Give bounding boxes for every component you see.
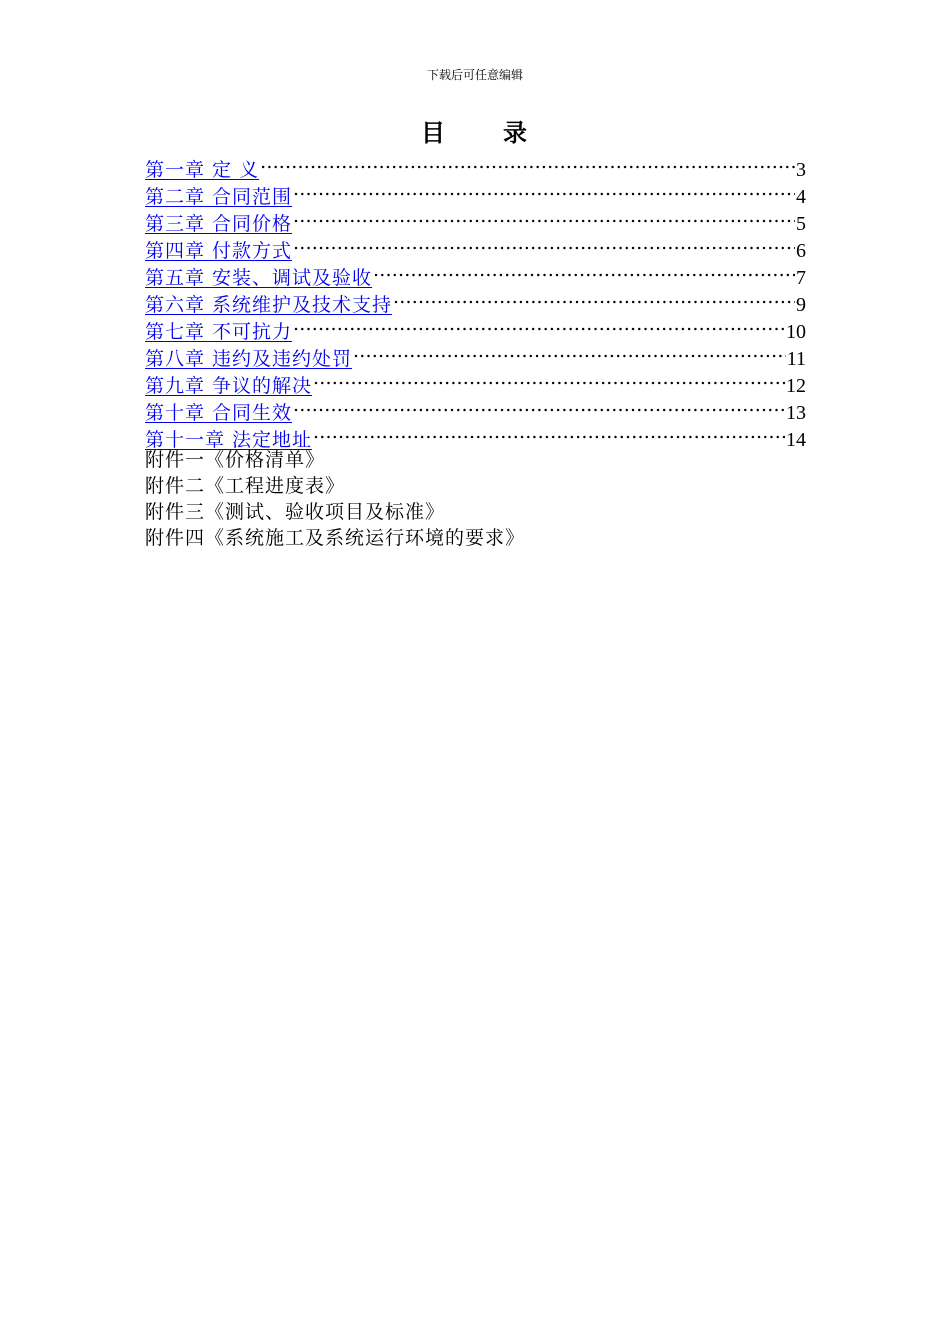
appendix-item-4: 附件四《系统施工及系统运行环境的要求》 [145,527,526,549]
dot-leader [373,257,795,284]
dot-leader [393,284,795,311]
toc-link[interactable]: 第十一章 法定地址 [145,429,313,451]
appendix-item-2: 附件二《工程进度表》 [145,475,346,497]
toc-list [145,149,806,451]
page-number: 6 [796,240,806,262]
page-number: 4 [796,186,806,208]
page-number: 13 [786,402,806,424]
page-number: 3 [796,159,806,181]
page-number: 10 [786,321,806,343]
dot-leader [293,392,785,419]
dot-leader [293,176,795,203]
toc-title-right: 录 [503,118,529,147]
page-number: 5 [796,213,806,235]
toc-link[interactable]: 第八章 违约及违约处罚 [145,348,353,370]
dot-leader [313,365,785,392]
toc-link[interactable]: 第九章 争议的解决 [145,375,313,397]
dot-leader [313,419,785,446]
page-header: 下载后可任意编辑 [426,68,523,82]
toc-link[interactable]: 第三章 合同价格 [145,213,293,235]
dot-leader [293,311,785,338]
page-number: 14 [786,429,806,451]
page-number: 11 [786,348,806,370]
dot-leader [353,338,786,365]
dot-leader [260,149,795,176]
toc-title-left: 目 [421,118,447,147]
toc-link[interactable]: 第十章 合同生效 [145,402,293,424]
appendix-item-1: 附件一《价格清单》 [145,449,326,471]
appendix-list [145,447,525,551]
toc-link[interactable]: 第一章 定 义 [145,159,260,181]
toc-link[interactable]: 第五章 安装、调试及验收 [145,267,373,289]
appendix-item-3: 附件三《测试、验收项目及标准》 [145,501,446,523]
page-number: 12 [786,375,806,397]
toc-link[interactable]: 第六章 系统维护及技术支持 [145,294,393,316]
toc-link[interactable]: 第七章 不可抗力 [145,321,293,343]
toc-link[interactable]: 第二章 合同范围 [145,186,293,208]
toc-link[interactable]: 第四章 付款方式 [145,240,293,262]
toc-entry-chapter-1[interactable] [145,149,806,181]
dot-leader [293,203,795,230]
toc-title [0,116,950,150]
dot-leader [293,230,795,257]
page-number: 9 [796,294,806,316]
page-number: 7 [796,267,806,289]
